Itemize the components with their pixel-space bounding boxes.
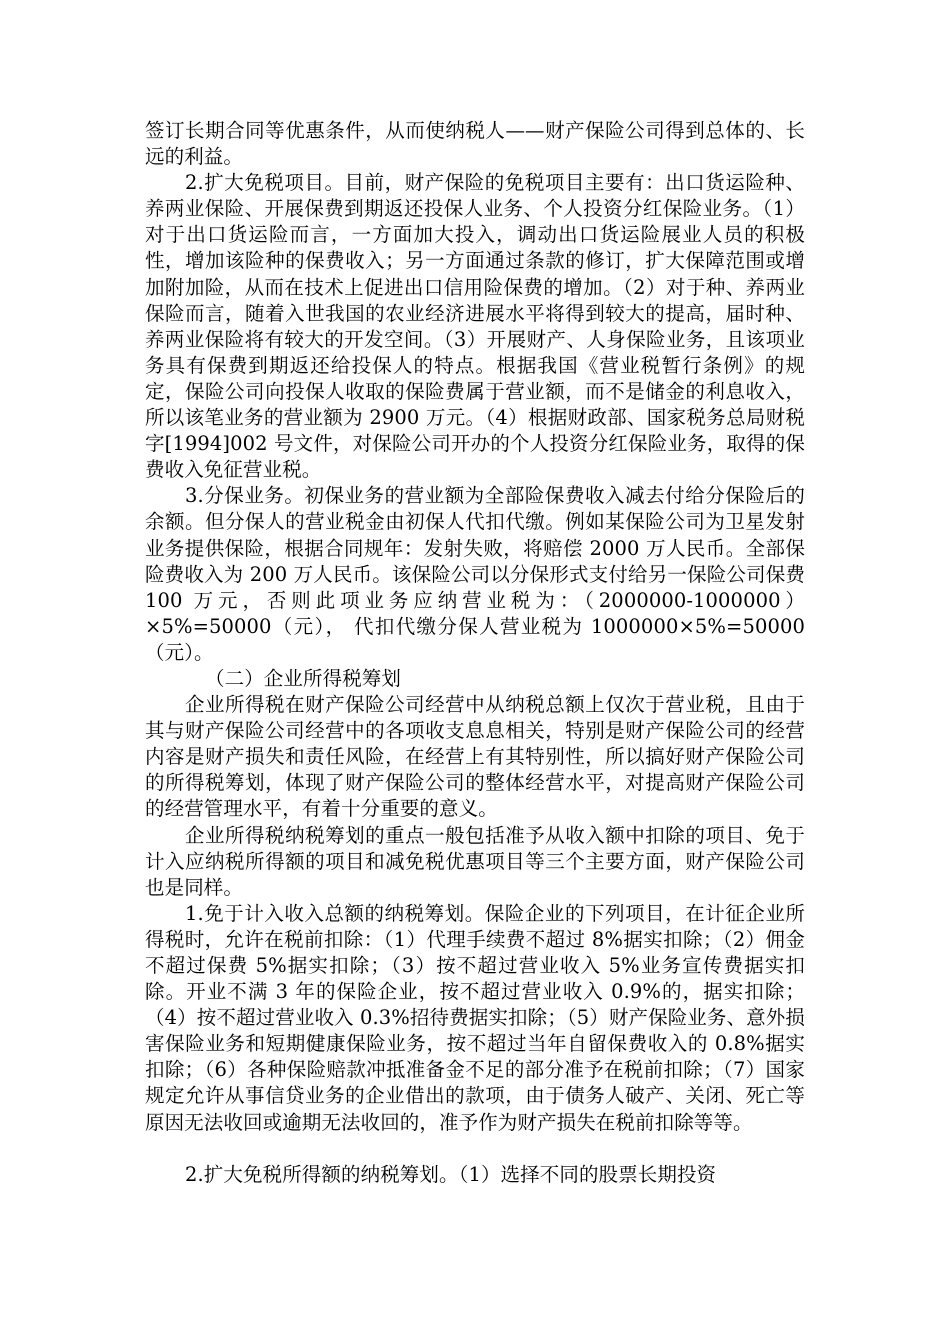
section-heading-income-tax: （二）企业所得税筹划	[205, 666, 402, 690]
paragraph-exempt-income: 2.扩大免税所得额的纳税筹划。（1）选择不同的股票长期投资	[185, 1162, 717, 1186]
paragraph-reinsurance: 3.分保业务。初保业务的营业额为全部险保费收入减去付给分保险后的余额。但分保人的营业税金由初保人代扣代缴。例如某保险公司为卫星发射业务提供保险，根据合同规年：发射失败，将赔偿 2000 万人民币。全部保险费收入为 200 万人民币。该保险公司以分保形式支付给另一保险公司保费 100 万元，否则此项业务应纳营业税为：（2000000-1000000）×5%=50000（元）， 代扣代缴分保人营业税为 1000000×5%=50000（元）。	[145, 484, 805, 664]
paragraph-income-tax-intro: 企业所得税在财产保险公司经营中从纳税总额上仅次于营业税，且由于其与财产保险公司经营中的各项收支息息相关，特别是财产保险公司的经营内容是财产损失和责任风险，在经营上有其特别性，所以搞好财产保险公司的所得税筹划，体现了财产保险公司的整体经营水平，对提高财产保险公司的经营管理水平，有着十分重要的意义。	[145, 693, 805, 821]
paragraph-income-tax-focus: 企业所得税纳税筹划的重点一般包括准予从收入额中扣除的项目、免于计入应纳税所得额的项目和减免税优惠项目等三个主要方面，财产保险公司也是同样。	[145, 823, 805, 899]
paragraph-continuation: 签订长期合同等优惠条件，从而使纳税人——财产保险公司得到总体的、长远的利益。	[145, 119, 805, 169]
paragraph-expand-exemptions: 2.扩大免税项目。目前，财产保险的免税项目主要有：出口货运险种、养两业保险、开展保费到期返还投保人业务、个人投资分红保险业务。（1）对于出口货运险而言，一方面加大投入，调动出口货运险展业人员的积极性，增加该险种的保费收入；另一方面通过条款的修订，扩大保障范围或增加附加险，从而在技术上促进出口信用险保费的增加。（2）对于种、养两业保险而言，随着入世我国的农业经济进展水平将得到较大的提高，届时种、养两业保险将有较大的开发空间。（3）开展财产、人身保险业务，且该项业务具有保费到期返还给投保人的特点。根据我国《营业税暂行条例》的规定，保险公司向投保人收取的保险费属于营业额，而不是储金的利息收入，所以该笔业务的营业额为 2900 万元。（4）根据财政部、国家税务总局财税字[1994]002 号文件，对保险公司开办的个人投资分红保险业务，取得的保费收入免征营业税。	[145, 171, 805, 482]
paragraph-deductions: 1.免于计入收入总额的纳税筹划。保险企业的下列项目，在计征企业所得税时，允许在税前扣除：（1）代理手续费不超过 8%据实扣除；（2）佣金不超过保费 5%据实扣除；（3）按不超过营业收入 5%业务宣传费据实扣除。开业不满 3 年的保险企业，按不超过营业收入 0.9%的，据实扣除；（4）按不超过营业收入 0.3%招待费据实扣除；（5）财产保险业务、意外损害保险业务和短期健康保险业务，按不超过当年自留保费收入的 0.8%据实扣除；（6）各种保险赔款冲抵准备金不足的部分准予在税前扣除；（7）国家规定允许从事信贷业务的企业借出的款项，由于债务人破产、关闭、死亡等原因无法收回或逾期无法收回的，准予作为财产损失在税前扣除等等。	[145, 901, 806, 1134]
document-page	[145, 118, 805, 1188]
